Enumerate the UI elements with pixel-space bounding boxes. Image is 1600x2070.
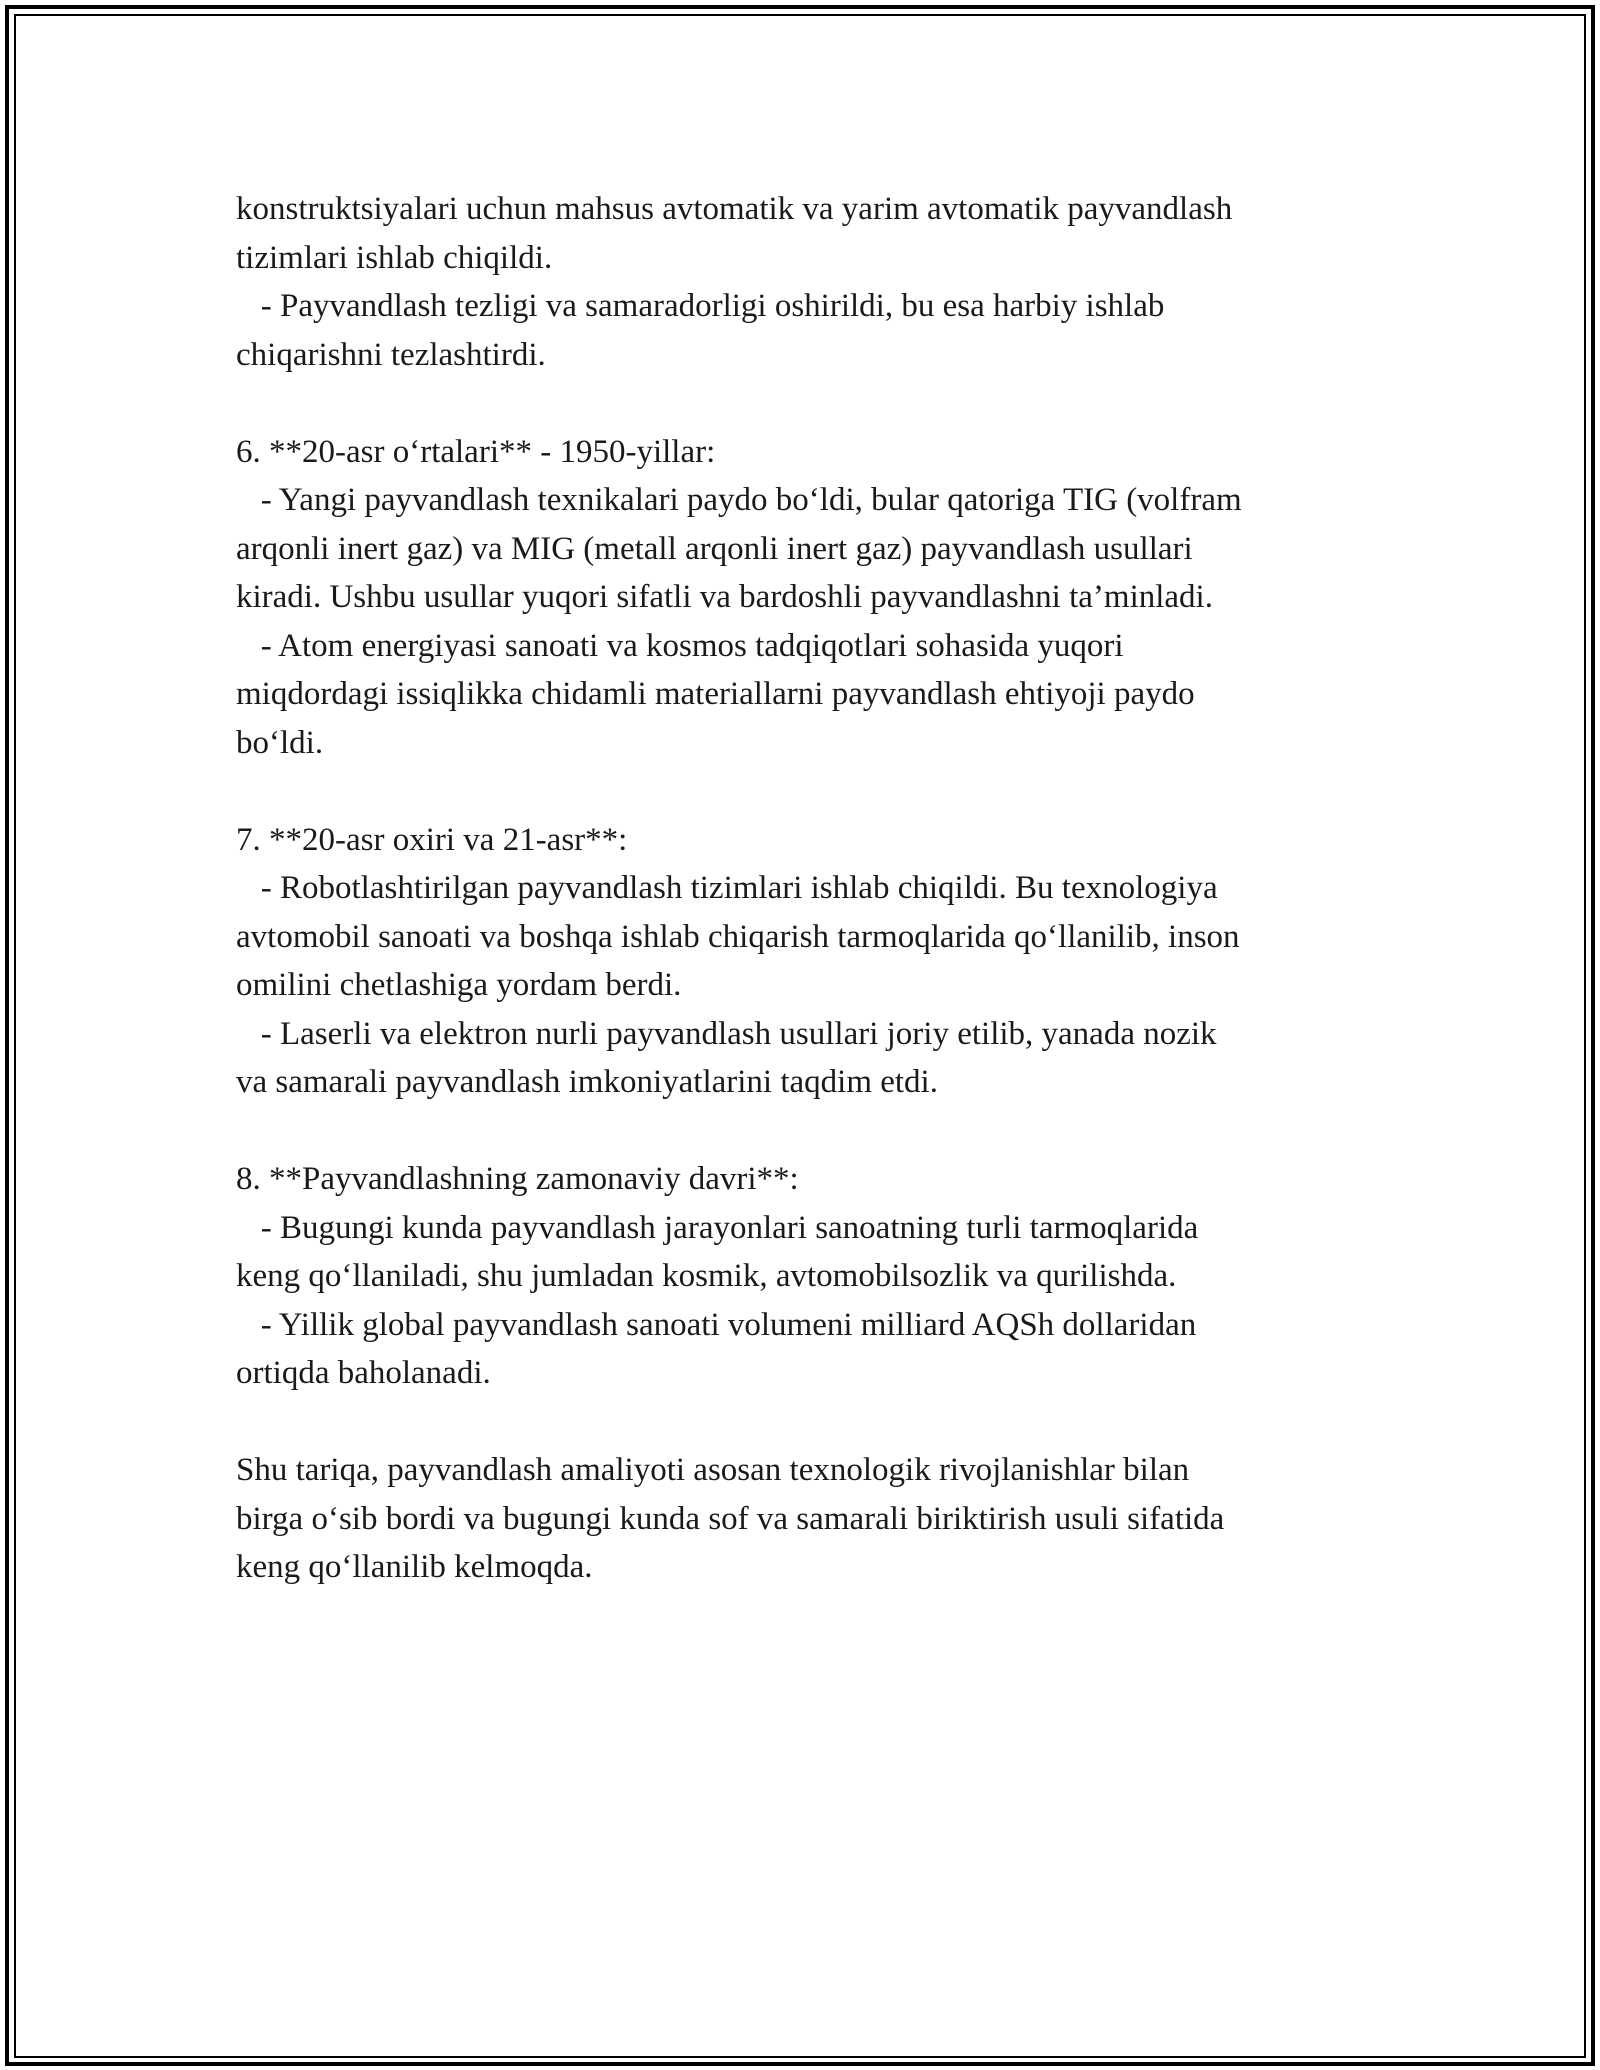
document-body xyxy=(236,185,1386,1592)
paragraph-continuation xyxy=(236,185,1386,379)
text-line: - Payvandlash tezligi va samaradorligi oshirildi, bu esa harbiy ishlab xyxy=(236,288,1165,324)
section-heading: 8. **Payvandlashning zamonaviy davri**: xyxy=(236,1161,799,1197)
section-heading: 7. **20-asr oxiri va 21-asr**: xyxy=(236,821,628,858)
text-line: ortiqda baholanadi. xyxy=(236,1355,491,1391)
text-line: omilini chetlashiga yordam berdi. xyxy=(236,967,682,1003)
text-line: birga o‘sib bordi va bugungi kunda sof va samarali biriktirish usuli sifatida xyxy=(236,1500,1225,1537)
section-7 xyxy=(236,816,1386,1107)
paragraph-gap xyxy=(236,1398,1386,1447)
paragraph-gap xyxy=(236,1107,1386,1156)
text-line: Shu tariqa, payvandlash amaliyoti asosan texnologik rivojlanishlar bilan xyxy=(236,1452,1190,1488)
text-line: chiqarishni tezlashtirdi. xyxy=(236,336,546,373)
text-line: keng qo‘llanilib kelmoqda. xyxy=(236,1549,593,1585)
conclusion-paragraph xyxy=(236,1446,1386,1592)
text-line: avtomobil sanoati va boshqa ishlab chiqarish tarmoqlarida qo‘llanilib, inson xyxy=(236,918,1240,955)
paragraph-gap xyxy=(236,379,1386,428)
text-line: konstruktsiyalari uchun mahsus avtomatik va yarim avtomatik payvandlash xyxy=(236,191,1233,227)
text-line: - Yillik global payvandlash sanoati volumeni milliard AQSh dollaridan xyxy=(236,1306,1197,1343)
section-8 xyxy=(236,1155,1386,1398)
section-6 xyxy=(236,428,1386,768)
text-line: - Robotlashtirilgan payvandlash tizimlari ishlab chiqildi. Bu texnologiya xyxy=(236,870,1218,906)
text-line: miqdordagi issiqlikka chidamli materiallarni payvandlash ehtiyoji paydo xyxy=(236,676,1195,712)
text-line: tizimlari ishlab chiqildi. xyxy=(236,239,553,276)
text-line: arqonli inert gaz) va MIG (metall arqonli inert gaz) payvandlash usullari xyxy=(236,530,1193,567)
section-heading: 6. **20-asr o‘rtalari** - 1950-yillar: xyxy=(236,433,716,470)
paragraph-gap xyxy=(236,767,1386,816)
text-line: - Laserli va elektron nurli payvandlash usullari joriy etilib, yanada nozik xyxy=(236,1015,1217,1052)
text-line: bo‘ldi. xyxy=(236,724,324,761)
text-line: - Yangi payvandlash texnikalari paydo bo‘ldi, bular qatoriga TIG (volfram xyxy=(236,482,1242,518)
text-line: kiradi. Ushbu usullar yuqori sifatli va bardoshli payvandlashni ta’minladi. xyxy=(236,579,1213,615)
text-line: va samarali payvandlash imkoniyatlarini taqdim etdi. xyxy=(236,1064,938,1100)
text-line: - Atom energiyasi sanoati va kosmos tadqiqotlari sohasida yuqori xyxy=(236,627,1124,664)
text-line: keng qo‘llaniladi, shu jumladan kosmik, avtomobilsozlik va qurilishda. xyxy=(236,1258,1177,1294)
text-line: - Bugungi kunda payvandlash jarayonlari sanoatning turli tarmoqlarida xyxy=(236,1209,1199,1246)
